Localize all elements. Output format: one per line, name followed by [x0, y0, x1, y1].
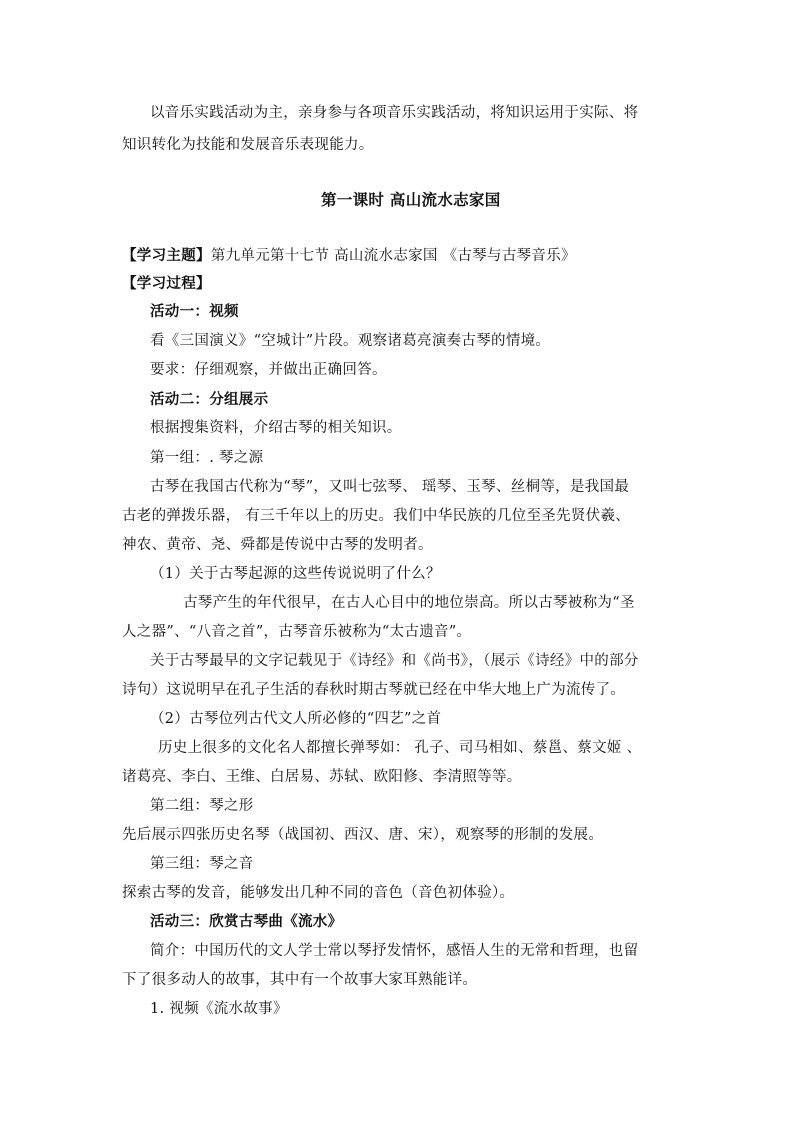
lesson-title: 第一课时 高山流水志家国 [321, 191, 501, 209]
intro-line-1: 以音乐实践活动为主，亲身参与各项音乐实践活动，将知识运用于实际、将 [150, 105, 639, 121]
process-label: 【学习过程】 [122, 276, 211, 292]
answer1-line-1: 古琴产生的年代很早，在古人心目中的地位崇高。所以古琴被称为“圣 [183, 595, 635, 611]
question-2: （2）古琴位列古代文人所必修的“四艺”之首 [150, 711, 442, 727]
theme-text: 第九单元第十七节 高山流水志家国 《古琴与古琴音乐》 [210, 248, 576, 264]
activity1-line-1: 看《三国演义》“空城计”片段。观察诸葛亮演奏古琴的情境。 [150, 333, 551, 349]
activity3-intro-line-1: 简介：中国历代的文人学士常以琴抒发情怀，感悟人生的无常和哲理，也留 [150, 943, 639, 959]
activity3-heading: 活动三：欣赏古琴曲《流水》 [150, 914, 343, 930]
activity1-line-2: 要求：仔细观察，并做出正确回答。 [150, 362, 387, 378]
activity3-intro-line-2: 下了很多动人的故事，其中有一个故事大家耳熟能详。 [122, 972, 478, 988]
question-1: （1）关于古琴起源的这些传说说明了什么？ [150, 566, 441, 582]
paragraph1-line-1: 古琴在我国古代称为“琴”，又叫七弦琴、 瑶琴、玉琴、丝桐等，是我国最 [150, 479, 630, 495]
activity2-heading: 活动二：分组展示 [150, 392, 269, 408]
theme-line [122, 246, 576, 266]
paragraph3-line-1: 历史上很多的文化名人都擅长弹琴如： 孔子、司马相如、蔡邕、蔡文姬 、 [158, 740, 642, 756]
activity3-item-1: 1. 视频《流水故事》 [150, 1001, 288, 1017]
paragraph1-line-3: 神农、黄帝、尧、舜都是传说中古琴的发明者。 [122, 537, 433, 553]
activity1-heading: 活动一：视频 [150, 304, 239, 320]
group2-heading: 第二组：琴之形 [150, 798, 254, 814]
theme-label: 【学习主题】 [122, 248, 211, 264]
activity2-intro: 根据搜集资料，介绍古琴的相关知识。 [150, 420, 402, 436]
paragraph2-line-2: 诗句）这说明早在孔子生活的春秋时期古琴就已经在中华大地上广为流传了。 [122, 682, 626, 698]
paragraph3-line-2: 诸葛亮、李白、王维、白居易、苏轼、欧阳修、李清照等等。 [122, 769, 522, 785]
group3-text: 探索古琴的发音，能够发出几种不同的音色（音色初体验）。 [122, 885, 515, 901]
group2-text: 先后展示四张历史名琴（战国初、西汉、唐、宋），观察琴的形制的发展。 [122, 827, 604, 843]
paragraph2-line-1: 关于古琴最早的文字记载见于《诗经》和《尚书》，（展示《诗经》中的部分 [150, 653, 639, 669]
intro-line-2: 知识转化为技能和发展音乐表现能力。 [122, 137, 374, 153]
answer1-line-2: 人之器”、“八音之首”，古琴音乐被称为“太古遗音”。 [122, 624, 472, 640]
group3-heading: 第三组：琴之音 [150, 856, 254, 872]
paragraph1-line-2: 古老的弹拨乐器， 有三千年以上的历史。我们中华民族的几位至圣先贤伏羲、 [122, 508, 631, 524]
group1-heading: 第一组：. 琴之源 [150, 450, 264, 466]
